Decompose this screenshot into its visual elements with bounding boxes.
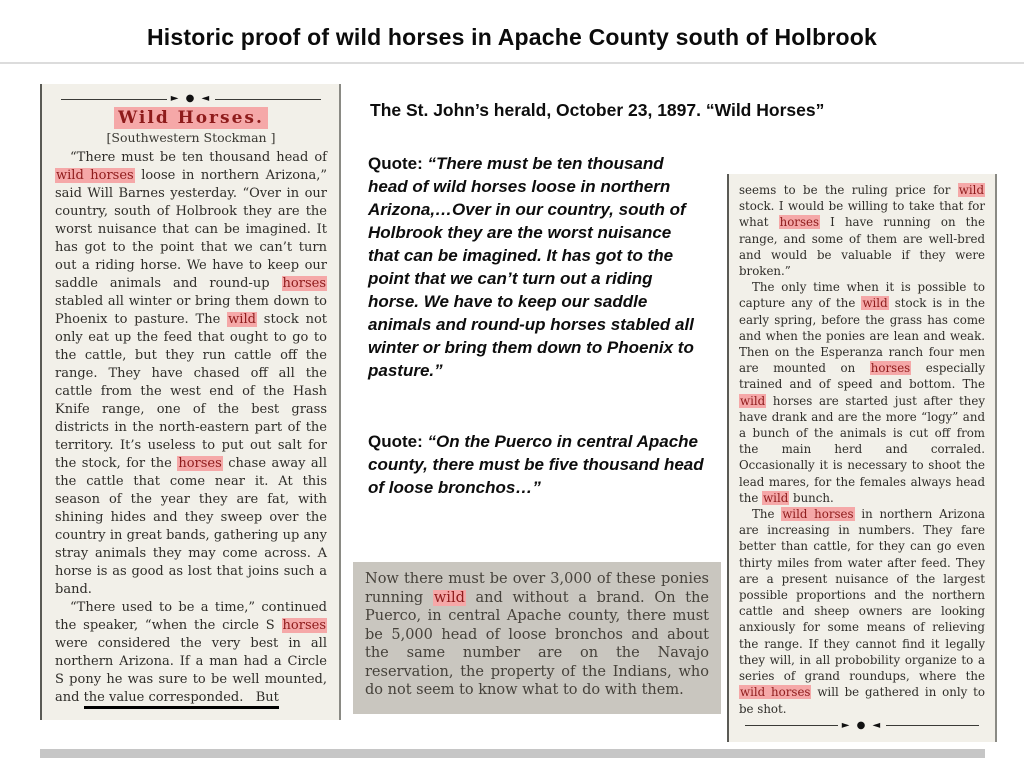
newspaper-clipping-bottom (353, 562, 721, 714)
quote-block-2 (368, 430, 704, 499)
clipping-headline (55, 108, 327, 128)
quote-text: “There must be ten thousand head of wild horses loose in northern Arizona,…Over in our country, south of Holbrook they are the worst nuisance that can be imagined. It has got to the point that we can’t turn out a riding horse. We have to keep our saddle animals and round-up horses stabled all winter or bring them down to Phoenix to pasture.” (368, 154, 694, 380)
clipping-paragraph: seems to be the ruling price for wild stock. I would be willing to take that for what horses I have running on the range, and some of them are well-bred and would be valuable if they were broken.” (739, 183, 985, 279)
clipping-attribution: [Southwestern Stockman ] (106, 130, 276, 145)
divider-ornament-icon: ► ● ◄ (745, 719, 979, 733)
newspaper-clipping-right (727, 174, 997, 742)
clipping-paragraph: “There must be ten thousand head of wild horses loose in northern Arizona,” said Will Barnes yesterday. “Over in our country, south of Holbrook they are the worst nuisance that can be imagined. It has got to the point that we can’t turn out a riding horse. We have to keep our saddle animals and round-up horses stabled all winter or bring them down to Phoenix to pasture. The wild stock not only eat up the feed that ought to go to the cattle, but they run cattle off the range. They have chased off all the cattle from the west end of the Hash Knife range, one of the best grass districts in the north-eastern part of the territory. It’s useless to put out salt for the stock, for the horses chase away all the cattle that come near it. At this season of the year they are fat, with shining hides and they sweep over the country in great bands, gathering up any stray animals they may come across. A horse is as good as lost that joins such a band. (55, 150, 327, 597)
title-divider (0, 62, 1024, 64)
clipping-paragraph: The only time when it is possible to capture any of the wild stock is in the early spring, before the grass has come and when the ponies are lean and weak. Then on the Esperanza ranch four men are mounted on horses especially trained and of speed and bottom. The wild horses are started just after they have drank and are the more “logy” and a bunch of the animals is cut off from the main herd and corraled. Occasionally it is necessary to shoot the lead mares, for the females always head the wild bunch. (739, 280, 986, 505)
divider-ornament-icon: ► ● ◄ (61, 92, 321, 106)
quote-block-1 (368, 152, 704, 382)
page-title: Historic proof of wild horses in Apache County south of Holbrook (146, 24, 878, 50)
clipping-paragraph: “There used to be a time,” continued the speaker, “when the circle S horses were considered the very best in all northern Arizona. If a man had a Circle S pony he was sure to be well mounted, and the value corresponded. But (55, 599, 327, 707)
quote-label: Quote: (368, 154, 428, 173)
quote-label: Quote: (368, 432, 428, 451)
newspaper-clipping-left (40, 84, 341, 720)
highlighted-headline-text: Wild Horses. (114, 107, 268, 129)
clipping-paragraph: Now there must be over 3,000 of these ponies running wild and without a brand. On the Puerco, in central Apache county, there must be 5,000 head of loose bronchos and about the same number are on the Navajo reservation, the property of the Indians, who do not seem to know what to do with them. (365, 571, 709, 698)
quote-text: “On the Puerco in central Apache county, there must be five thousand head of loose bronchos…” (368, 432, 704, 497)
clipping-paragraph: The wild horses in northern Arizona are increasing in numbers. They fare better than cattle, for they can go even thirty miles from water after feed. They are a present nuisance of the largest possible proportions and the northern cattle and sheep owners are looking anxiously for some means of relieving the range. If they cannot find it legally they will, in all probobility organize to a series of grand roundups, where the wild horses will be gathered in only to be shot. (739, 507, 985, 716)
bottom-bar (40, 749, 985, 758)
source-heading: The St. John’s herald, October 23, 1897. “Wild Horses” (370, 100, 825, 120)
